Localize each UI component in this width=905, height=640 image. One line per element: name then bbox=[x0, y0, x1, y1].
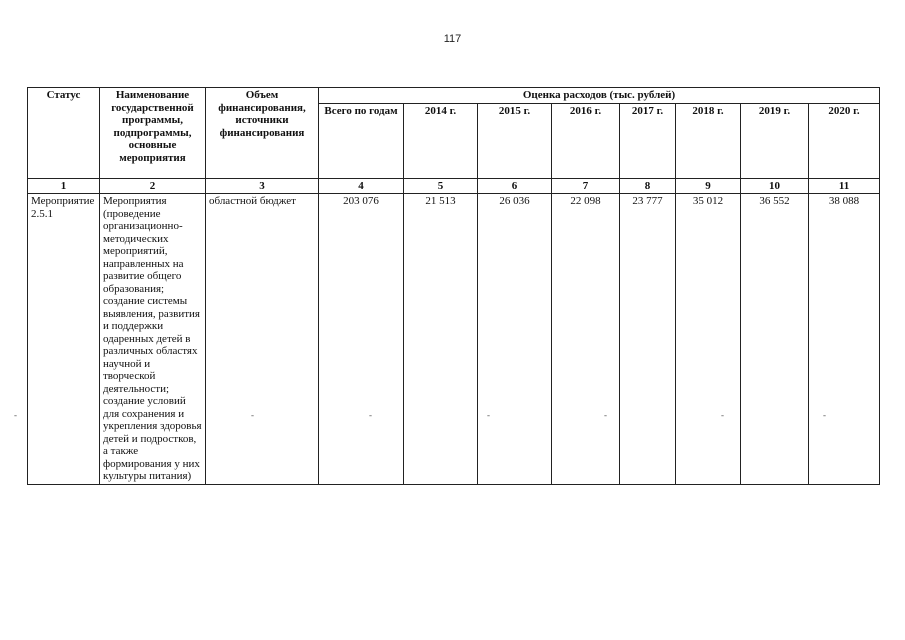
scan-speck: - bbox=[251, 410, 254, 420]
row-value-2018: 35 012 bbox=[676, 194, 741, 485]
scan-speck: - bbox=[487, 410, 490, 420]
row-source: областной бюджет bbox=[206, 194, 319, 485]
header-status: Статус bbox=[28, 88, 100, 179]
scan-speck: - bbox=[721, 410, 724, 420]
header-total: Всего по годам bbox=[319, 103, 404, 178]
scan-speck: - bbox=[823, 410, 826, 420]
column-number: 4 bbox=[319, 178, 404, 194]
column-number: 7 bbox=[552, 178, 620, 194]
header-year-2017: 2017 г. bbox=[620, 103, 676, 178]
column-number: 8 bbox=[620, 178, 676, 194]
header-year-2019: 2019 г. bbox=[741, 103, 809, 178]
row-status: Мероприятие 2.5.1 bbox=[28, 194, 100, 485]
page-number: 117 bbox=[443, 33, 462, 45]
header-name: Наименование государственной программы, подпрограммы, основные мероприятия bbox=[100, 88, 206, 179]
row-total: 203 076 bbox=[319, 194, 404, 485]
expenditure-table bbox=[27, 87, 880, 485]
row-value-2017: 23 777 bbox=[620, 194, 676, 485]
row-value-2015: 26 036 bbox=[478, 194, 552, 485]
header-year-2016: 2016 г. bbox=[552, 103, 620, 178]
scan-speck: - bbox=[14, 410, 17, 420]
header-estimate: Оценка расходов (тыс. рублей) bbox=[319, 88, 880, 104]
column-number: 9 bbox=[676, 178, 741, 194]
header-row-1 bbox=[28, 88, 880, 104]
row-value-2014: 21 513 bbox=[404, 194, 478, 485]
column-number: 1 bbox=[28, 178, 100, 194]
header-year-2018: 2018 г. bbox=[676, 103, 741, 178]
column-number: 10 bbox=[741, 178, 809, 194]
table-row bbox=[28, 194, 880, 485]
row-value-2019: 36 552 bbox=[741, 194, 809, 485]
row-value-2020: 38 088 bbox=[809, 194, 880, 485]
column-number-row bbox=[28, 178, 880, 194]
row-value-2016: 22 098 bbox=[552, 194, 620, 485]
scan-speck: - bbox=[604, 410, 607, 420]
column-number: 6 bbox=[478, 178, 552, 194]
row-name: Мероприятия (проведение организационно-методических мероприятий, направленных на развитие общего образования; создание системы выявления, развития и поддержки одаренных детей в различных областях научной и творческой деятельности; создание условий для сохранения и укрепления здоровья детей и подростков, а также формирования у них культуры питания) bbox=[100, 194, 206, 485]
column-number: 2 bbox=[100, 178, 206, 194]
scan-speck: - bbox=[369, 410, 372, 420]
header-year-2014: 2014 г. bbox=[404, 103, 478, 178]
column-number: 5 bbox=[404, 178, 478, 194]
column-number: 11 bbox=[809, 178, 880, 194]
header-year-2015: 2015 г. bbox=[478, 103, 552, 178]
header-volume: Объем финансирования, источники финансирования bbox=[206, 88, 319, 179]
column-number: 3 bbox=[206, 178, 319, 194]
header-year-2020: 2020 г. bbox=[809, 103, 880, 178]
